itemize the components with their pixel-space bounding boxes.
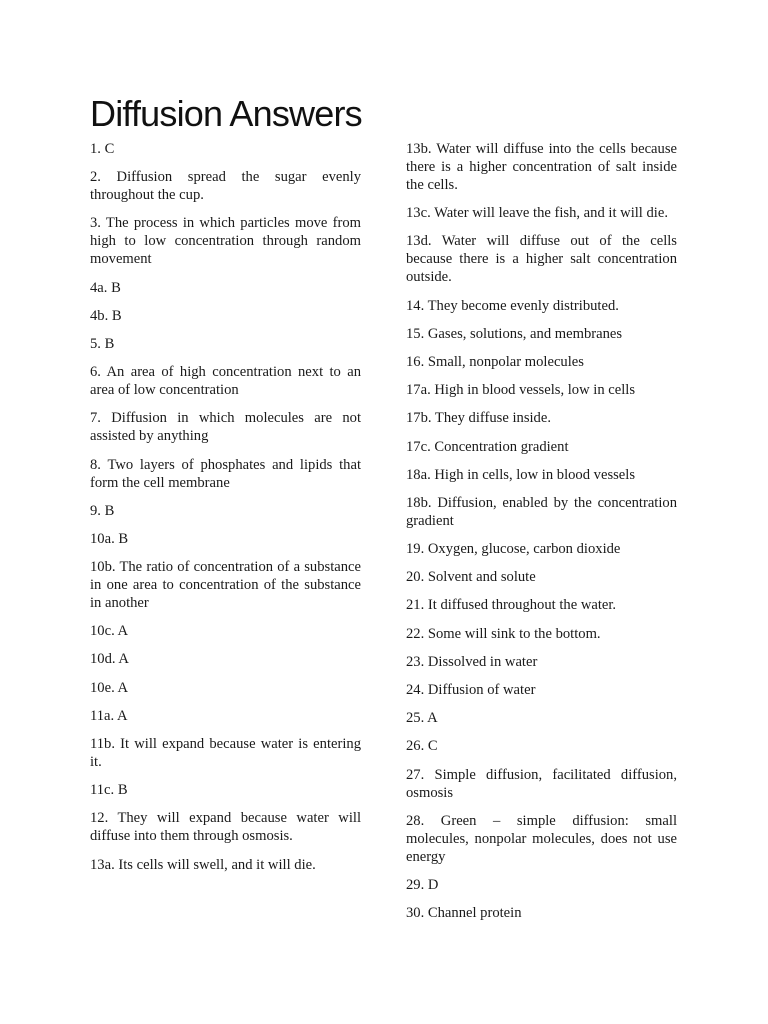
answers-column-right — [406, 140, 677, 932]
answer-item: 10a. B — [90, 530, 129, 547]
answer-item: 14. They become evenly distributed. — [406, 297, 619, 314]
answer-item: 8. Two layers of phosphates and lipids that form the cell membrane — [90, 456, 361, 491]
answer-item: 10e. A — [90, 679, 129, 696]
answer-item: 19. Oxygen, glucose, carbon dioxide — [406, 541, 621, 558]
answer-item: 1. C — [90, 141, 115, 157]
answer-item: 7. Diffusion in which molecules are not assisted by anything — [90, 410, 361, 445]
answer-item: 13a. Its cells will swell, and it will die. — [90, 856, 316, 873]
answer-item: 10d. A — [90, 651, 129, 668]
answer-item: 24. Diffusion of water — [406, 682, 536, 698]
answer-item: 23. Dissolved in water — [406, 653, 538, 670]
answer-item: 28. Green – simple diffusion: small molecules, nonpolar molecules, does not use energy — [406, 812, 677, 865]
answer-item: 11a. A — [90, 707, 128, 724]
answer-item: 10c. A — [90, 623, 129, 640]
answer-item: 29. D — [406, 876, 439, 893]
answer-item: 9. B — [90, 502, 115, 519]
answers-column-left — [90, 140, 361, 884]
answer-item: 20. Solvent and solute — [406, 569, 536, 586]
answer-item: 22. Some will sink to the bottom. — [406, 625, 601, 642]
answer-item: 12. They will expand because water will diffuse into them through osmosis. — [90, 810, 361, 845]
answer-item: 18a. High in cells, low in blood vessels — [406, 466, 636, 483]
answer-item: 4b. B — [90, 307, 122, 324]
answer-item: 13d. Water will diffuse out of the cells because there is a higher salt concentration outside. — [406, 233, 677, 286]
answer-item: 16. Small, nonpolar molecules — [406, 353, 584, 370]
answer-item: 10b. The ratio of concentration of a substance in one area to concentration of the substance in another — [90, 559, 361, 612]
answer-item: 13c. Water will leave the fish, and it will die. — [406, 205, 668, 222]
answer-item: 4a. B — [90, 279, 121, 296]
answer-item: 11b. It will expand because water is entering it. — [90, 736, 361, 770]
answer-item: 5. B — [90, 335, 115, 352]
page-title: Diffusion Answers — [90, 93, 362, 134]
answer-item: 21. It diffused throughout the water. — [406, 597, 617, 614]
answer-item: 17b. They diffuse inside. — [406, 410, 551, 427]
answer-item: 26. C — [406, 738, 438, 755]
answer-item: 27. Simple diffusion, facilitated diffusion, osmosis — [406, 766, 677, 801]
answer-item: 2. Diffusion spread the sugar evenly throughout the cup. — [90, 169, 361, 204]
answer-item: 17c. Concentration gradient — [406, 438, 569, 455]
answer-item: 17a. High in blood vessels, low in cells — [406, 382, 636, 399]
answer-item: 25. A — [406, 710, 438, 727]
answer-item: 6. An area of high concentration next to an area of low concentration — [90, 364, 361, 399]
answer-item: 11c. B — [90, 782, 128, 799]
answer-item: 30. Channel protein — [406, 905, 522, 922]
answer-item: 15. Gases, solutions, and membranes — [406, 325, 623, 342]
answer-item: 13b. Water will diffuse into the cells because there is a higher concentration of salt inside the cells. — [406, 141, 677, 193]
answer-item: 18b. Diffusion, enabled by the concentration gradient — [406, 494, 677, 529]
answer-item: 3. The process in which particles move from high to low concentration through random movement — [90, 215, 361, 268]
